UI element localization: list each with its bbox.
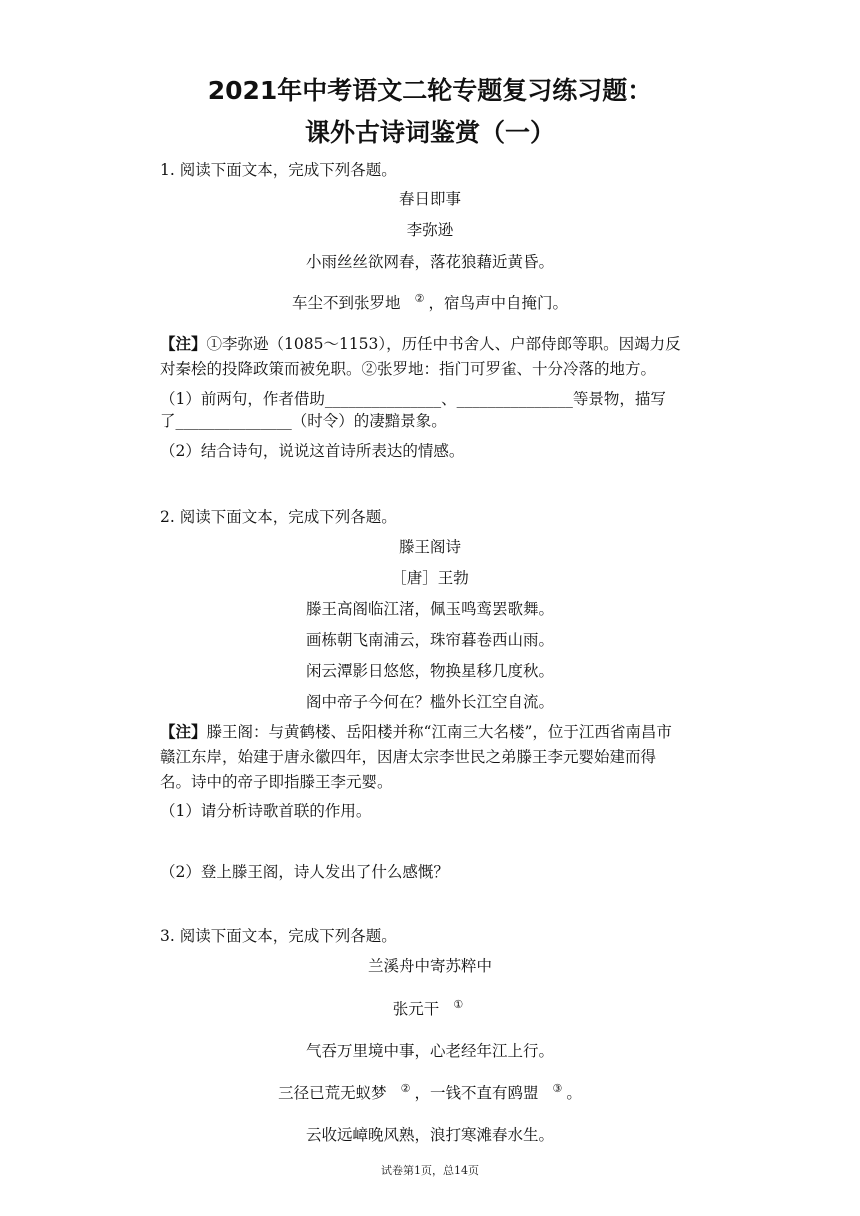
q2-poem-title: 滕王阁诗 [398, 538, 461, 556]
q1-intro: 1. 阅读下面文本，完成下列各题。 [160, 161, 397, 179]
q1-subq1-line1: （1）前两句，作者借助_______________、_______________等景物，描写 [160, 390, 666, 408]
q2-poem-line1: 滕王高阁临江渚，佩玉鸣鸾罢歌舞。 [305, 600, 554, 618]
q2-author: ［唐］王勃 [391, 569, 469, 587]
q2-note-line1: 【注】滕王阁：与黄鹤楼、岳阳楼并称“江南三大名楼”，位于江西省南昌市 [160, 722, 672, 741]
page-title-line2: 课外古诗词鉴赏（一） [304, 118, 555, 147]
page-footer: 试卷第1页，总14页 [381, 1164, 479, 1177]
q3-poem-line1: 气吞万里境中事，心老经年江上行。 [305, 1042, 554, 1060]
q3-intro: 3. 阅读下面文本，完成下列各题。 [160, 927, 397, 945]
page-title-line1: 2021年中考语文二轮专题复习练习题： [207, 76, 653, 105]
q1-note-line2: 对秦桧的投降政策而被免职。②张罗地：指门可罗雀、十分冷落的地方。 [160, 360, 657, 378]
q2-intro: 2. 阅读下面文本，完成下列各题。 [160, 508, 397, 526]
q2-note-line2: 赣江东岸，始建于唐永徽四年，因唐太宗李世民之弟滕王李元婴始建而得 [160, 748, 657, 766]
q1-subq1-line2: 了_______________（时令）的凄黯景象。 [160, 412, 447, 430]
q2-subq1: （1）请分析诗歌首联的作用。 [160, 802, 372, 820]
q2-poem-line4: 阁中帝子今何在？槛外长江空自流。 [305, 693, 554, 711]
q1-poem-line1: 小雨丝丝欲网春，落花狼藉近黄昏。 [305, 253, 554, 271]
q1-subq2: （2）结合诗句，说说这首诗所表达的情感。 [160, 442, 465, 460]
q3-poem-line2: 三径已荒无蚁梦 ② ，一钱不直有鸥盟 ③ 。 [278, 1082, 582, 1102]
q2-poem-line3: 闲云潭影日悠悠，物换星移几度秋。 [305, 662, 554, 680]
q1-author: 李弥逊 [406, 221, 454, 239]
q3-author: 张元干 ① [392, 998, 464, 1018]
q1-poem-line2: 车尘不到张罗地 ② ，宿鸟声中自掩门。 [292, 292, 568, 312]
q3-poem-line3: 云收远嶂晚风熟，浪打寒滩春水生。 [305, 1126, 554, 1144]
q2-note-line3: 名。诗中的帝子即指滕王李元婴。 [160, 773, 393, 791]
q1-poem-title: 春日即事 [398, 190, 461, 208]
q2-poem-line2: 画栋朝飞南浦云，珠帘暮卷西山雨。 [305, 631, 554, 649]
q3-poem-title: 兰溪舟中寄苏粹中 [367, 957, 492, 975]
q1-note-line1: 【注】①李弥逊（1085～1153），历任中书舍人、户部侍郎等职。因竭力反 [160, 334, 681, 353]
q2-subq2: （2）登上滕王阁，诗人发出了什么感慨？ [160, 863, 449, 881]
